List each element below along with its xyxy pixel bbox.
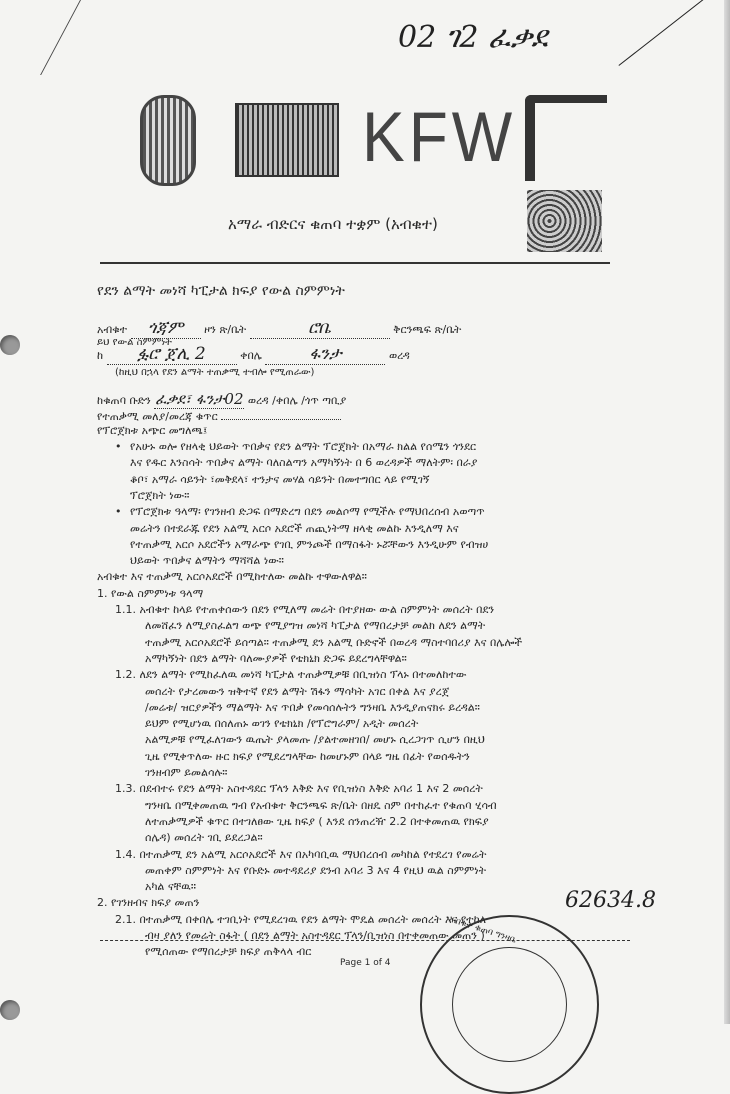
group-line: [97, 390, 346, 409]
clause-line: ብዛ ያለን የመሬት ስፋት ( በደን ልማት አስተዳደር ፕላን/ቢዝነስ በተቀመጠው መጠን ): [145, 929, 485, 942]
branch-field: ሮቤ: [250, 318, 390, 339]
pen-check-mark: [618, 0, 721, 66]
punch-hole: [0, 335, 20, 355]
label-from: ከ: [97, 349, 104, 362]
kebele-line: [97, 344, 410, 365]
label-group-suffix: ወረዳ /ቀበሌ /ጎጥ ጣቢያ: [247, 394, 347, 407]
partner-logo: [525, 95, 607, 181]
bullet-line: እና የዱር እንስሳት ጥበቃና ልማት ባለስልጣን አማካኝነት በ 6 ወረዳዎች ማለትም፡ በራያ: [130, 456, 478, 470]
punch-hole: [0, 1000, 20, 1020]
clause-line: መጠቀም ስምምነት እና የቡድኑ መተዳደሪያ ደንብ አባሪ 3 እና 4 የዚህ ዉል ስምምነት: [145, 863, 487, 877]
official-stamp: [420, 915, 599, 1094]
intro-text: ይህ የውል ስምምነት: [97, 337, 172, 348]
label-kebele: ቀበሌ: [240, 349, 262, 362]
id-field: [221, 419, 341, 420]
bullet-line: ፕሮጀክት ነው።: [130, 488, 190, 502]
section-heading: 2. የገንዘብና ክፍያ መጠን: [97, 896, 200, 910]
clause-line: 1.4. በተጠቃሚ ደን አልሚ አርሶአደሮች እና በአካባቢዉ ማህበረሰብ መካከል የተደረገ የመሬት: [115, 847, 487, 861]
header-divider: [100, 262, 610, 264]
scan-edge: [724, 0, 730, 1024]
clause-line: ለመሸፈን ለሚያስፈልግ ወጭ የሚያግዝ መነሻ ካፒታል የማበረታቻ መልክ ለደን ልማት: [145, 619, 486, 633]
bullet-line: የአሁኑ ወሎ የዘላቂ ህይወት ጥበቃና የደን ልማት ፕሮጀክት በአማራ ክልል የሰሜን ጎንደር: [130, 440, 477, 453]
stamp-text: አብቁተ ቁጠባ ግንዛቤ: [447, 914, 518, 946]
label-branch: ቅርንጫፍ ጽ/ቤት: [393, 323, 462, 336]
id-line: [97, 410, 341, 424]
bullet-icon: •: [115, 440, 122, 453]
clause-line: /መሬቱ/ ዝርያዎችን ማልማት እና ጥበቃ የመሳሰሉትን ግንዛቤ እንዲያጠናክሩ ይረዳል።: [145, 700, 480, 714]
clause-line: መሰረት የታረመውን ዝቅተኛ የደን ልማት ሽፋን ማሳካት አገር በቀል እና ያረጀ: [145, 684, 450, 698]
section-heading: 1. የውል ስምምነቱ ዓላማ: [97, 586, 204, 600]
summary-heading: የፕሮጀክቱ አጭር መግለጫ፤: [97, 424, 208, 437]
parties-statement: አብቁተ እና ተጠቃሚ አርሶአደሮች በሚከተለው መልኩ ተዋውለዋል።: [97, 570, 367, 584]
bullet-line: የፕሮጀክቱ ዓላማ፡ የገንዘብ ድጋፍ በማድረግ በደን መልሶማ የሚችሉ የማህበረሰብ አወጣጥ: [130, 505, 485, 519]
bullet-icon: •: [115, 505, 122, 519]
bullet-line: የተጠቃሚ አርሶ አደሮችን አማራጭ የገቢ ምንጮች በማስፋት ኑሯቸውን እንዲሁም የብዝሀ: [130, 537, 489, 551]
document-title: የደን ልማት መነሻ ካፒታል ክፍያ የውል ስምምነት: [97, 283, 345, 299]
zone-field: ጎጃም: [131, 318, 201, 339]
clause-line: 1.2. ለደን ልማት የሚከፈለዉ መነሻ ካፒታል ተጠቃሚዎቹ በቢዝነስ ፕላኑ በተመለከተው: [115, 668, 467, 682]
party-note: (ከዚህ በኋላ የደን ልማት ተጠቃሚ ተብሎ የሚጠራው): [115, 367, 315, 378]
woreda-field: ፋንታ: [265, 344, 385, 365]
bullet-line: ህይወት ጥበቃና ልማትን ማሻሻል ነው።: [130, 554, 284, 568]
clause-line: ገንዘብም ይመልሳሉ።: [145, 766, 228, 779]
org-title: አማራ ብድርና ቁጠባ ተቋም (አብቁተ): [228, 215, 438, 233]
clause-line: ሰሌዳ) መሰረት ገቢ ይደረጋል።: [145, 831, 263, 845]
clause-line: ግንዛቤ በሚቀመጠዉ ግብ የአብቁተ ቅርንጫፍ ጽ/ቤት በዘዴ ስም በተከፈተ የቁጠባ ሂሳብ: [145, 798, 497, 812]
clause-line: ጊዜ የሚቀጥለው ዙር ክፍያ የሚደረግላቸው ከመሆኑም በላይ ግዜ በፊት የወሰዱትን: [145, 749, 470, 763]
clause-line: 1.1. አብቁተ ከላይ የተጠቀሰውን በደን የሚለማ መሬት በተያዘው ውል ስምምነት መሰረት በደን: [115, 603, 495, 616]
clause-line: የሚሰጠው የማበረታቻ ክፍያ ጠቅላላ ብር: [145, 945, 312, 959]
bullet-line: መሬትን በተደራጁ የደን አልሚ አርሶ አደሮች ጠጪነትማ ዘላቂ መልኩ እንዲለማ እና: [130, 521, 459, 535]
acsi-logo: [527, 190, 602, 252]
page-number: Page 1 of 4: [340, 958, 391, 968]
clause-line: 1.3. በደብተሩ የደን ልማት አስተዳደር ፕላን እቅድ እና የቢዝነስ እቅድ አባሪ 1 እና 2 መሰረት: [115, 782, 483, 796]
label-woreda: ወረዳ: [388, 349, 410, 362]
bullet-line: ቆቦ፣ አማራ ሳይንት ፣መቅደላ፣ ተንታና መሃል ሳይንት በመተግበር ላይ የሚገኝ: [130, 472, 430, 486]
clause-line: 2.1. በተጠቃሚ በቀበሌ ተገቢነት የሚደረገዉ የደን ልማት ሞዴል መሰረት መሰረት እና የተከለ: [115, 912, 487, 926]
label-id: የተጠቃሚ መለያ/መረጃ ቁጥር: [97, 410, 218, 423]
kfw-logo: KFW: [362, 97, 517, 177]
acsi-building-logo: [235, 103, 339, 177]
clause-line: አልሚዎቹ የሚፈለገውን ዉጤት ያላመጡ /ያልተመዘገበ/ መሆኑ ሲረጋገጥ ሲሆን በዚህ: [145, 733, 485, 747]
clause-line: ለተጠቃሚዎች ቁጥር በተገለፀው ጊዜ ክፍያ ( እንደ ሰንጠረዥ 2.2 በተቀመጠዉ የክፍያ: [145, 814, 489, 828]
handwritten-amount: 62634.8: [565, 888, 656, 913]
party-line: [97, 318, 461, 339]
kebele-field: ፏሮ ጀሊ 2: [107, 344, 237, 365]
clause-line: አካል ናቸዉ።: [145, 880, 196, 894]
handwritten-note: 02 ገ2 ፈቃደ: [398, 20, 548, 55]
amhara-emblem-logo: [140, 95, 196, 186]
group-field: ፈቃደ፣ ፋንታ02: [155, 390, 244, 408]
clause-line: ተጠቃሚ አርሶአደሮች ይሰጣል። ተጠቃሚ ደን አልሚ ቡድኖች በወረዳ ማስተባበሪያ እና በሌሎች: [145, 635, 523, 649]
stamp-inner-ring: [452, 947, 567, 1062]
clause-line: አማካኝነት በደን ልማት ባለሙያዎች የቴክኒክ ድጋፍ ይደረግላቸዋል።: [145, 651, 407, 665]
label-group: ከቁጠባ ቡድን: [97, 394, 151, 407]
label-zone: ዞን ጽ/ቤት: [204, 323, 247, 336]
pen-mark: [40, 0, 121, 75]
label-org: አብቁተ: [97, 323, 128, 336]
clause-line: ይህም የሚሆነዉ በሰለጠኑ ወገን የቴክኒክ /የፕሮግራም/ አዲት መሰረት: [145, 717, 419, 731]
